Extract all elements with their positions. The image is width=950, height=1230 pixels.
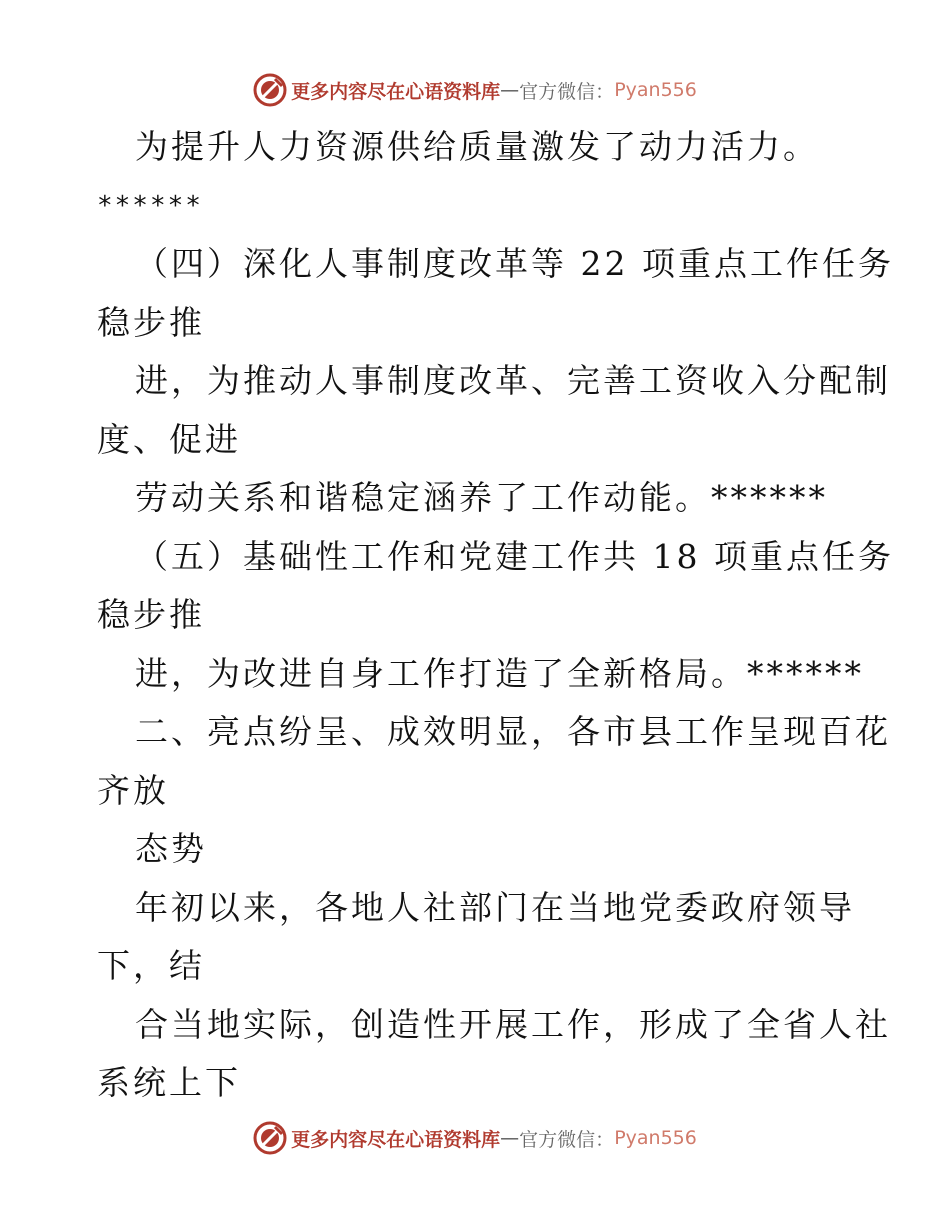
text-line: 度、促进 <box>97 419 241 459</box>
banner-text: 更多内容尽在心语资料库 <box>291 80 501 103</box>
section-heading-five: （五）基础性工作和党建工作共 18 项重点任务 <box>135 536 894 576</box>
separator-stars: ****** <box>97 190 203 221</box>
banner-account: Pyan556 <box>614 1127 697 1149</box>
logo-icon <box>253 1121 287 1155</box>
banner-dash: — <box>500 79 520 101</box>
text-line: 稳步推 <box>97 302 205 342</box>
banner-text: 更多内容尽在心语资料库 <box>291 1128 501 1151</box>
banner-wechat-label: 官方微信： <box>519 1128 615 1151</box>
footer-banner <box>0 1118 950 1158</box>
document-body <box>97 118 894 1113</box>
text-line: 齐放 <box>97 770 169 810</box>
text-line: 进，为改进自身工作打造了全新格局。****** <box>135 653 864 693</box>
banner-dash: — <box>500 1127 520 1149</box>
banner-account: Pyan556 <box>614 79 697 101</box>
text-line: 进，为推动人事制度改革、完善工资收入分配制 <box>135 361 891 400</box>
text-line: 年初以来，各地人社部门在当地党委政府领导 <box>135 887 855 927</box>
text-line: 下，结 <box>97 946 205 985</box>
text-line: 合当地实际，创造性开展工作，形成了全省人社 <box>135 1004 891 1044</box>
banner-wechat-label: 官方微信： <box>519 80 615 103</box>
text-line: 稳步推 <box>97 595 205 634</box>
logo-icon <box>253 73 287 107</box>
text-line: 系统上下 <box>97 1063 241 1102</box>
section-heading-two: 二、亮点纷呈、成效明显，各市县工作呈现百花 <box>135 712 891 751</box>
section-heading-four: （四）深化人事制度改革等 22 项重点工作任务 <box>135 244 894 283</box>
text-line: 态势 <box>135 829 207 868</box>
header-banner <box>0 70 950 110</box>
text-line: 劳动关系和谐稳定涵养了工作动能。****** <box>135 478 828 517</box>
text-line: 为提升人力资源供给质量激发了动力活力。 <box>135 127 819 166</box>
